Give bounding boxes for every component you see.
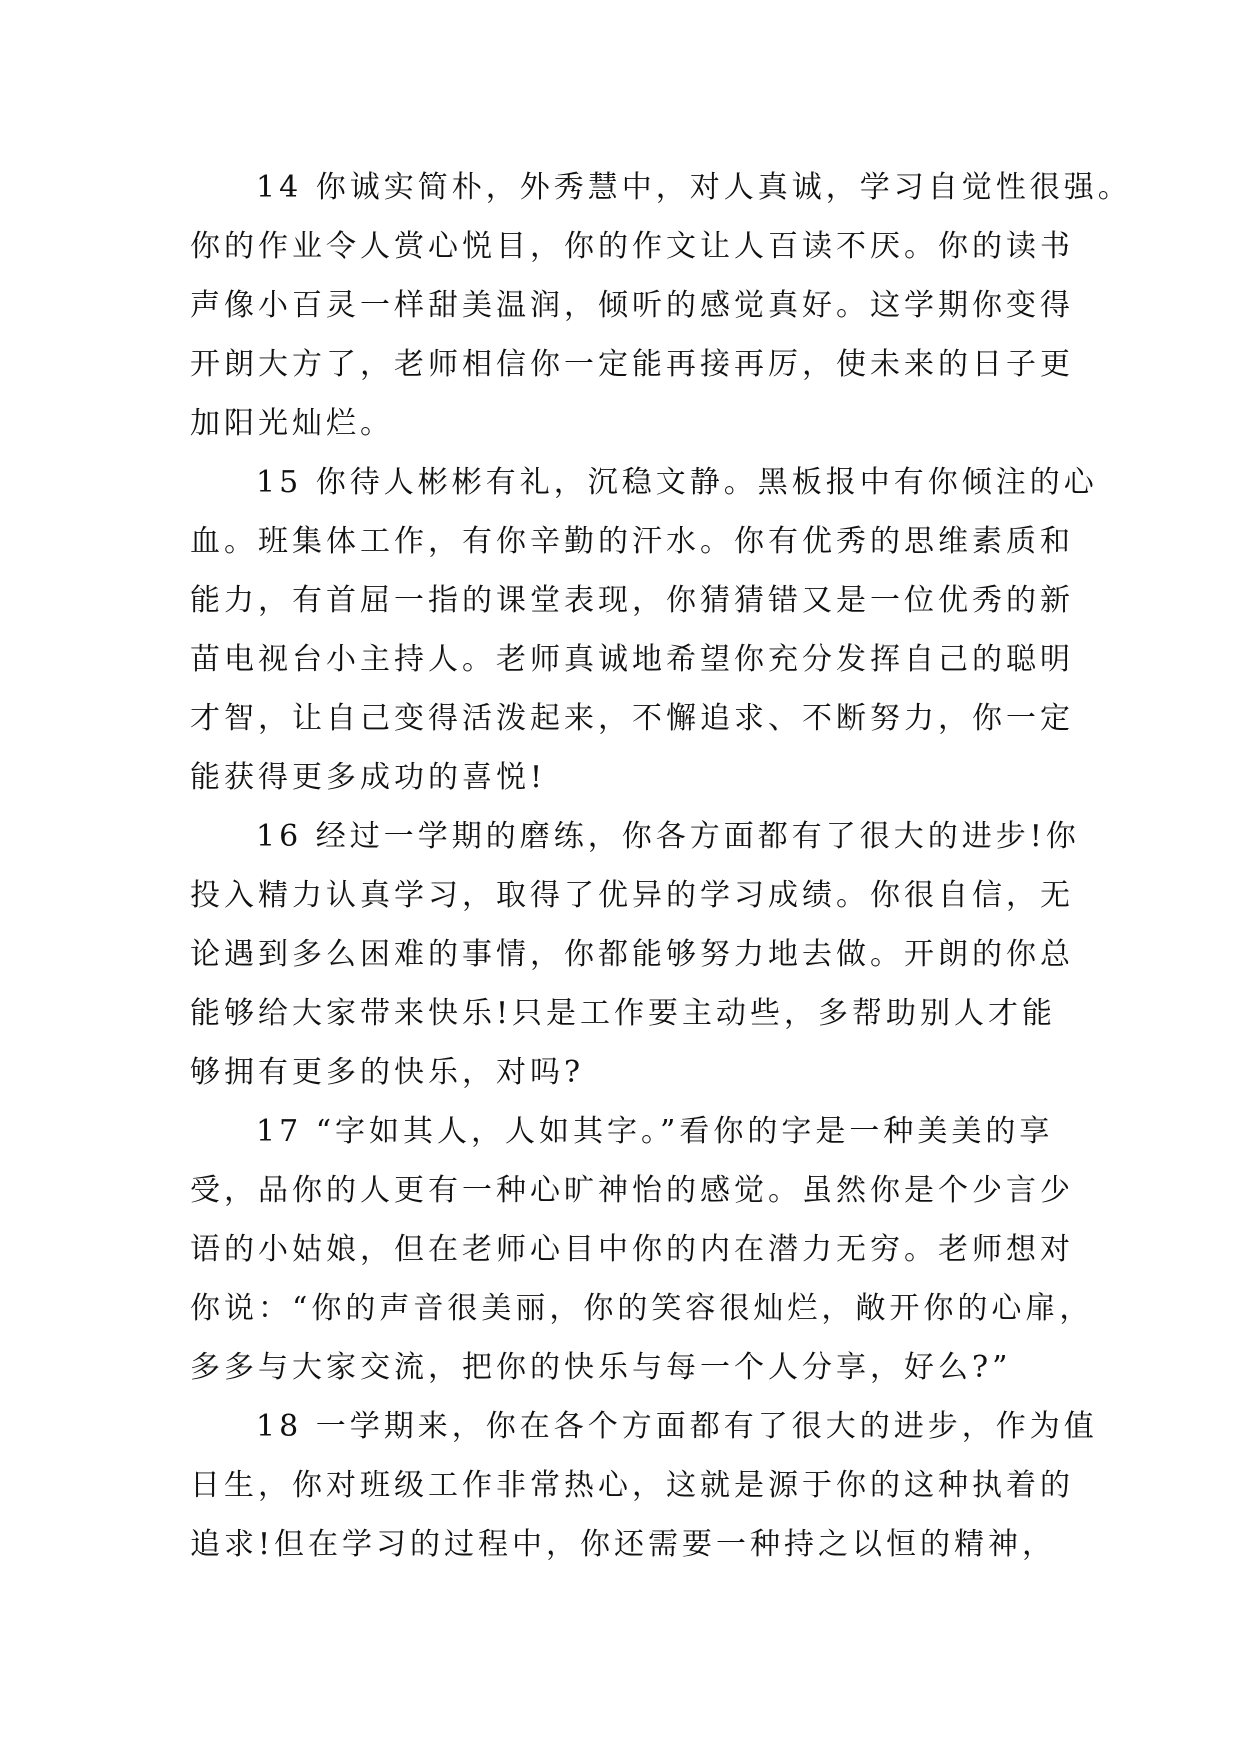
paragraph-line: 投入精力认真学习，取得了优异的学习成绩。你很自信，无 (190, 878, 1074, 913)
paragraph-line: 14 你诚实简朴，外秀慧中，对人真诚，学习自觉性很强。 (256, 170, 1132, 205)
paragraph-line: 多多与大家交流，把你的快乐与每一个人分享，好么?” (190, 1350, 1012, 1385)
paragraph-line: 声像小百灵一样甜美温润，倾听的感觉真好。这学期你变得 (190, 288, 1074, 323)
paragraph-line: 18 一学期来，你在各个方面都有了很大的进步，作为值 (256, 1409, 1098, 1444)
paragraph-line: 15 你待人彬彬有礼，沉稳文静。黑板报中有你倾注的心 (256, 465, 1098, 500)
comment-paragraph-14 (190, 158, 1132, 453)
paragraph-line: 16 经过一学期的磨练，你各方面都有了很大的进步!你 (256, 819, 1080, 854)
paragraph-line: 能够给大家带来快乐!只是工作要主动些，多帮助别人才能 (190, 996, 1057, 1031)
paragraph-line: 才智，让自己变得活泼起来，不懈追求、不断努力，你一定 (190, 701, 1074, 736)
paragraph-line: 能力，有首屈一指的课堂表现，你猜猜错又是一位优秀的新 (190, 583, 1074, 618)
paragraph-line: 论遇到多么困难的事情，你都能够努力地去做。开朗的你总 (190, 937, 1074, 972)
paragraph-line: 够拥有更多的快乐，对吗? (190, 1055, 585, 1090)
paragraph-line: 17 “字如其人，人如其字。”看你的字是一种美美的享 (256, 1114, 1054, 1149)
comment-paragraph-15 (190, 453, 1098, 807)
paragraph-line: 加阳光灿烂。 (190, 406, 394, 441)
comment-paragraph-18 (190, 1397, 1098, 1574)
paragraph-line: 苗电视台小主持人。老师真诚地希望你充分发挥自己的聪明 (190, 642, 1074, 677)
document-body (190, 158, 1132, 1574)
paragraph-line: 你说：“你的声音很美丽，你的笑容很灿烂，敞开你的心扉， (190, 1291, 1094, 1326)
paragraph-line: 你的作业令人赏心悦目，你的作文让人百读不厌。你的读书 (190, 229, 1074, 264)
paragraph-line: 血。班集体工作，有你辛勤的汗水。你有优秀的思维素质和 (190, 524, 1074, 559)
comment-paragraph-17 (190, 1102, 1094, 1397)
paragraph-line: 语的小姑娘，但在老师心目中你的内在潜力无穷。老师想对 (190, 1232, 1074, 1267)
paragraph-line: 受，品你的人更有一种心旷神怡的感觉。虽然你是个少言少 (190, 1173, 1074, 1208)
paragraph-line: 能获得更多成功的喜悦! (190, 760, 547, 795)
paragraph-line: 追求!但在学习的过程中，你还需要一种持之以恒的精神， (190, 1527, 1057, 1562)
paragraph-line: 日生，你对班级工作非常热心，这就是源于你的这种执着的 (190, 1468, 1074, 1503)
paragraph-line: 开朗大方了，老师相信你一定能再接再厉，使未来的日子更 (190, 347, 1074, 382)
comment-paragraph-16 (190, 807, 1080, 1102)
